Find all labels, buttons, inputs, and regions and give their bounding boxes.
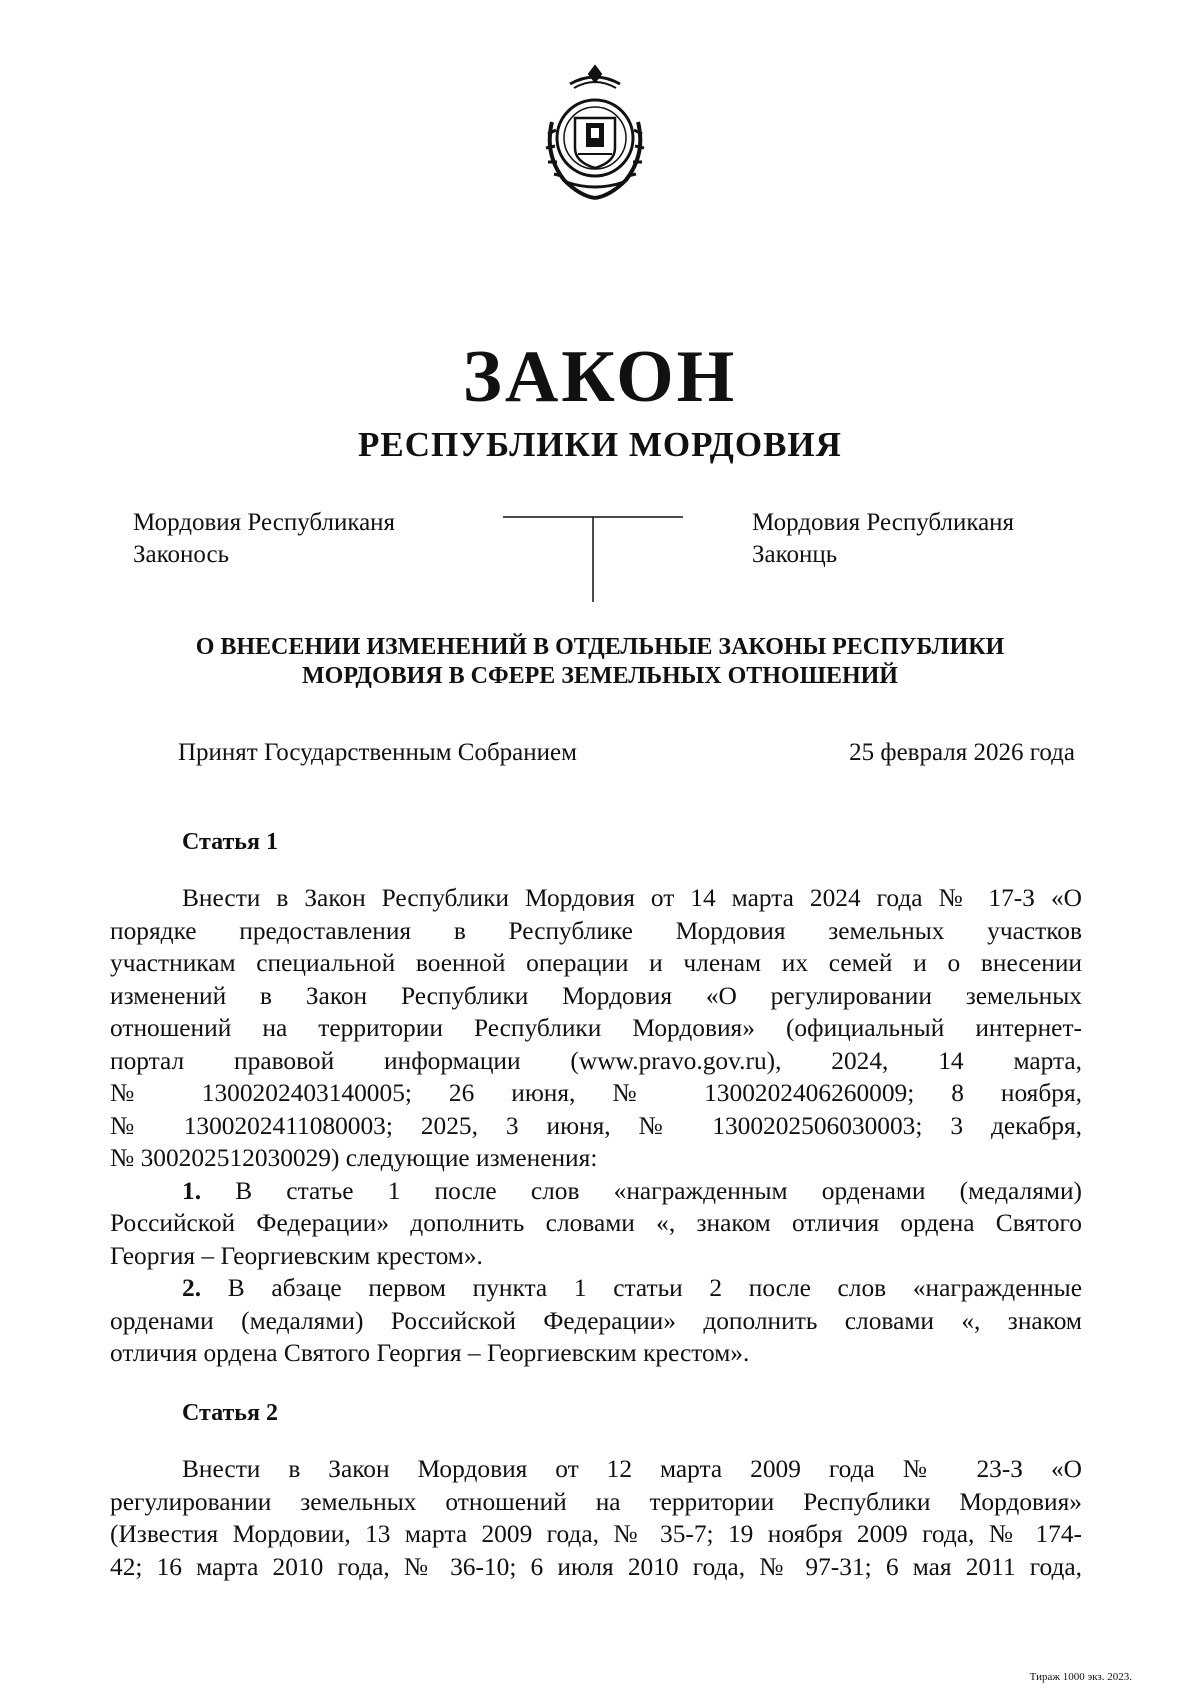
article-1-line: портал правовой информации (www.pravo.gov.ru), 2024, 14 марта, xyxy=(110,1046,1082,1075)
moksha-title-block xyxy=(133,507,395,571)
article-2-heading: Статья 2 xyxy=(182,1400,278,1426)
article-2-line: 42; 16 марта 2010 года, № 36-10; 6 июля 2010 года, № 97-31; 6 мая 2011 года, xyxy=(110,1552,1082,1581)
article-1-heading: Статья 1 xyxy=(182,829,278,855)
article-2-line: (Известия Мордовии, 13 марта 2009 года, № 35-7; 19 ноября 2009 года, № 174- xyxy=(110,1520,1082,1548)
adoption-label: Принят Государственным Собранием xyxy=(178,739,577,766)
article-2-line: регулировании земельных отношений на территории Республики Мордовия» xyxy=(110,1487,1082,1516)
article-1-line: Внести в Закон Республики Мордовия от 14 марта 2024 года № 17-З «О xyxy=(182,884,1082,912)
moksha-title-line2: Законось xyxy=(133,541,229,568)
article-1-line: изменений в Закон Республики Мордовия «О регулировании земельных xyxy=(110,981,1082,1010)
item-1-line xyxy=(110,1175,1082,1208)
item-1-number: 1. xyxy=(182,1176,202,1205)
document-title: ЗАКОН xyxy=(462,336,738,418)
adoption-date: 25 февраля 2026 года xyxy=(849,739,1075,766)
law-title xyxy=(150,633,1050,691)
article-1-line: участникам специальной военной операции и членам их семей и о внесении xyxy=(110,949,1082,977)
item-2-line: орденами (медалями) Российской Федерации» дополнить словами «, знаком xyxy=(110,1306,1082,1335)
article-1-body xyxy=(110,882,1082,1370)
item-2-line xyxy=(110,1272,1082,1305)
coat-of-arms-emblem xyxy=(530,62,660,202)
erzya-title-block xyxy=(752,507,1014,571)
erzya-title-line2: Законць xyxy=(752,541,838,568)
item-2-text: В абзаце первом пункта 1 статьи 2 после слов «награжденные xyxy=(227,1274,1082,1302)
article-1-line: отношений на территории Республики Мордовия» (официальный интернет- xyxy=(110,1014,1082,1042)
print-run-note: Тираж 1000 экз. 2023. xyxy=(1029,1671,1132,1683)
item-2-number: 2. xyxy=(182,1274,202,1302)
article-2-line: Внести в Закон Мордовия от 12 марта 2009 года № 23-З «О xyxy=(182,1455,1082,1483)
article-1-line: № 1300202411080003; 2025, 3 июня, № 1300202506030003; 3 декабря, xyxy=(110,1111,1082,1140)
law-title-line1: О ВНЕСЕНИИ ИЗМЕНЕНИЙ В ОТДЕЛЬНЫЕ ЗАКОНЫ РЕСПУБЛИКИ xyxy=(195,634,1005,660)
document-subtitle: РЕСПУБЛИКИ МОРДОВИЯ xyxy=(358,425,842,464)
item-1-line: Российской Федерации» дополнить словами «, знаком отличия ордена Святого xyxy=(110,1209,1082,1237)
item-1-line: Георгия – Георгиевским крестом». xyxy=(110,1241,483,1270)
item-1-text: В статье 1 после слов «награжденным орденами (медалями) xyxy=(235,1176,1082,1205)
article-1-line: порядке предоставления в Республике Мордовия земельных участков xyxy=(110,916,1082,945)
header-divider xyxy=(503,516,683,602)
law-title-line2: МОРДОВИЯ В СФЕРЕ ЗЕМЕЛЬНЫХ ОТНОШЕНИЙ xyxy=(302,663,898,689)
article-1-line: № 300202512030029) следующие изменения: xyxy=(110,1144,598,1172)
article-2-body xyxy=(110,1453,1082,1583)
article-1-line: № 1300202403140005; 26 июня, № 1300202406260009; 8 ноября, xyxy=(110,1079,1082,1107)
moksha-title-line1: Мордовия Республиканя xyxy=(133,509,396,536)
erzya-title-line1: Мордовия Республиканя xyxy=(752,509,1015,536)
item-2-line: отличия ордена Святого Георгия – Георгиевским крестом». xyxy=(110,1339,750,1367)
